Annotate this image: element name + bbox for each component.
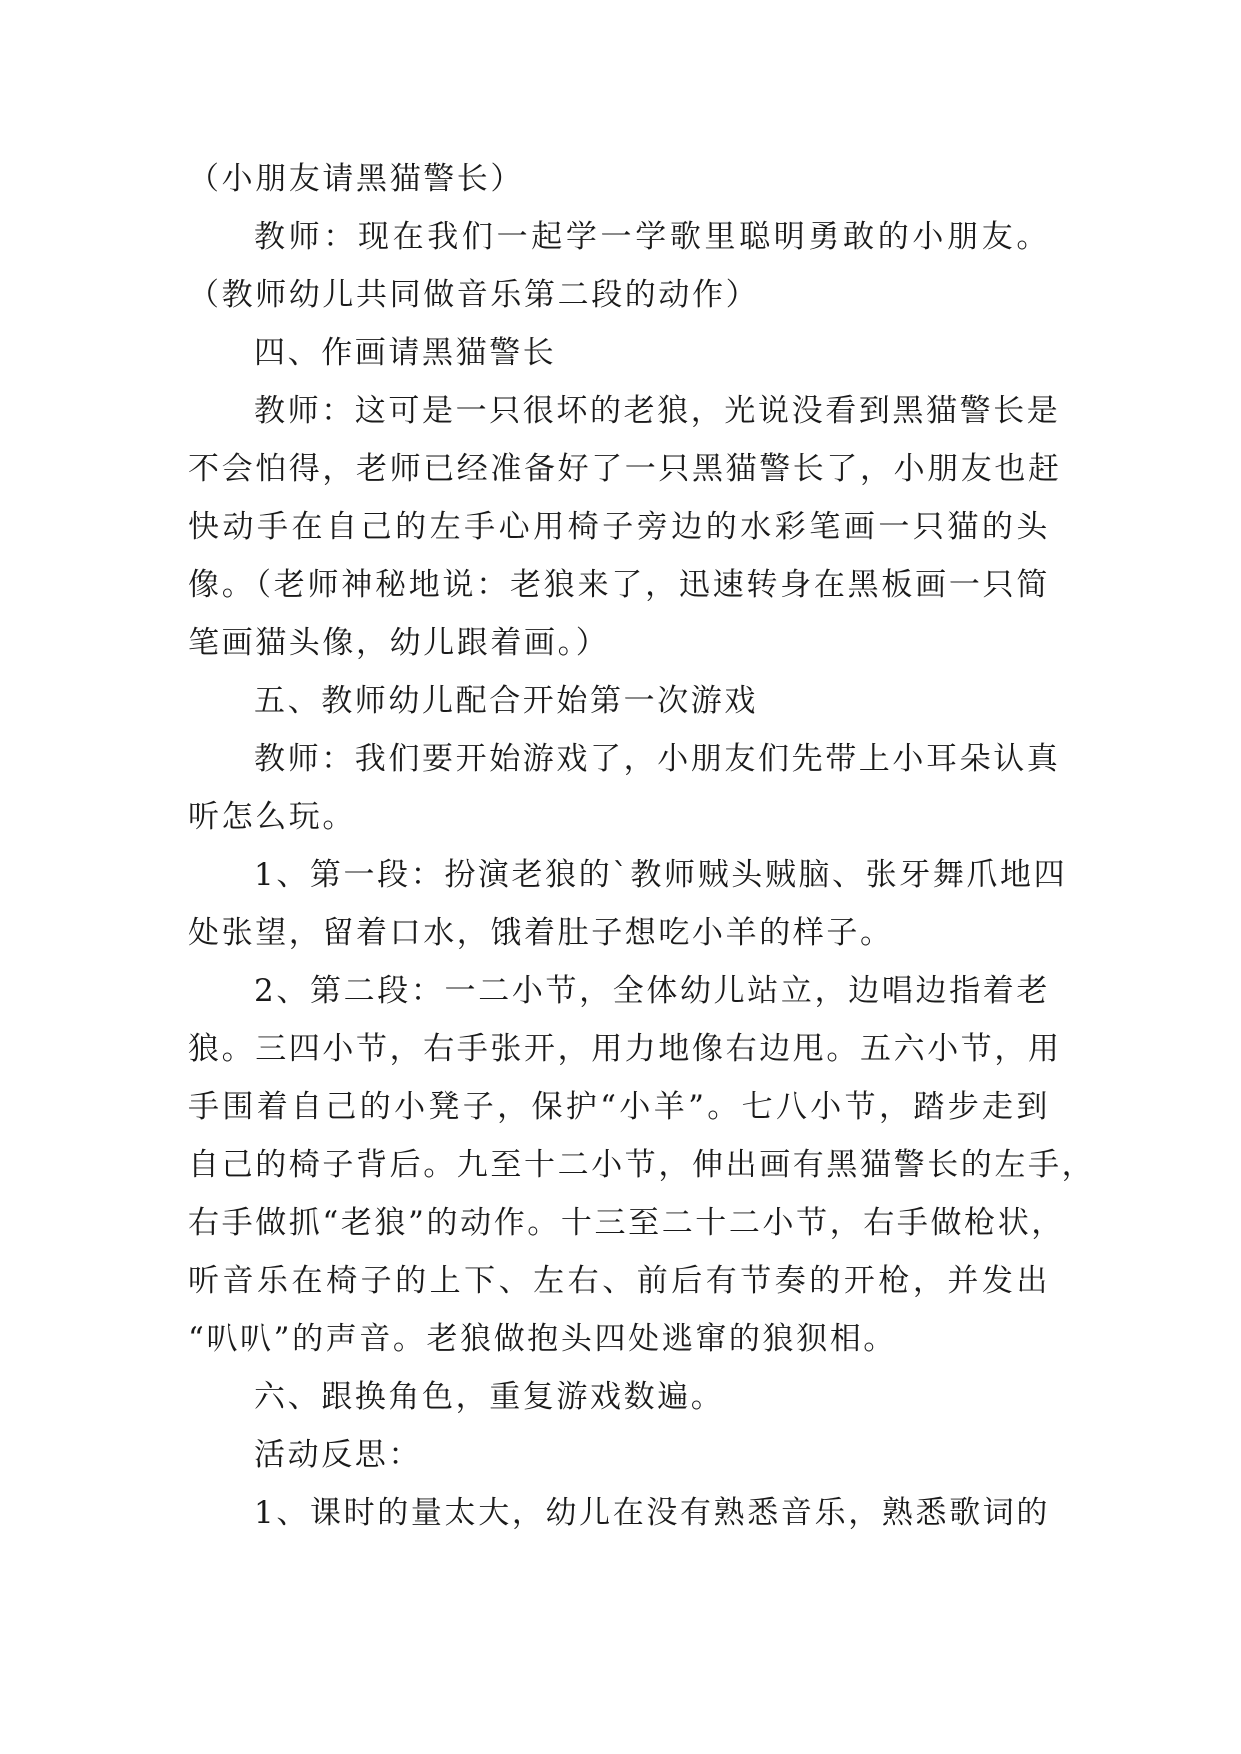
text-line: 右手做抓“老狼”的动作。十三至二十二小节，右手做枪状，: [188, 1205, 1065, 1241]
text-line: 2、第二段：一二小节，全体幼儿站立，边唱边指着老: [254, 973, 1050, 1009]
text-line: 狼。三四小节，右手张开，用力地像右边甩。五六小节，用: [188, 1031, 1062, 1067]
text-line: 不会怕得，老师已经准备好了一只黑猫警长了，小朋友也赶: [188, 451, 1062, 487]
text-line: 听音乐在椅子的上下、左右、前后有节奏的开枪，并发出: [188, 1263, 1050, 1299]
text-line: “叭叭”的声音。老狼做抱头四处逃窜的狼狈相。: [188, 1321, 897, 1357]
text-line: 手围着自己的小凳子，保护“小羊”。七八小节，踏步走到: [188, 1089, 1050, 1125]
text-line: （小朋友请黑猫警长）: [188, 161, 524, 197]
section-heading: 五、教师幼儿配合开始第一次游戏: [254, 683, 758, 719]
section-heading: 活动反思：: [254, 1437, 422, 1473]
text-line: 笔画猫头像，幼儿跟着画。）: [188, 625, 610, 661]
text-line: 教师：我们要开始游戏了，小朋友们先带上小耳朵认真: [254, 741, 1061, 777]
document-page: [188, 160, 1096, 1552]
text-line: 像。（老师神秘地说：老狼来了，迅速转身在黑板画一只简: [188, 567, 1050, 603]
text-line: 1、课时的量太大，幼儿在没有熟悉音乐，熟悉歌词的: [254, 1495, 1050, 1531]
text-line: （教师幼儿共同做音乐第二段的动作）: [188, 277, 760, 313]
text-line: 教师：现在我们一起学一学歌里聪明勇敢的小朋友。: [254, 219, 1050, 255]
text-line: 听怎么玩。: [188, 799, 356, 835]
section-heading: 四、作画请黑猫警长: [254, 335, 557, 371]
text-line: 教师：这可是一只很坏的老狼，光说没看到黑猫警长是: [254, 393, 1061, 429]
text-line: 1、第一段：扮演老狼的`教师贼头贼脑、张牙舞爪地四: [254, 857, 1068, 893]
section-heading: 六、跟换角色，重复游戏数遍。: [254, 1379, 725, 1415]
text-line: 处张望，留着口水，饿着肚子想吃小羊的样子。: [188, 915, 894, 951]
text-line: 快动手在自己的左手心用椅子旁边的水彩笔画一只猫的头: [188, 509, 1050, 545]
text-line: 自己的椅子背后。九至十二小节，伸出画有黑猫警长的左手，: [188, 1147, 1096, 1183]
